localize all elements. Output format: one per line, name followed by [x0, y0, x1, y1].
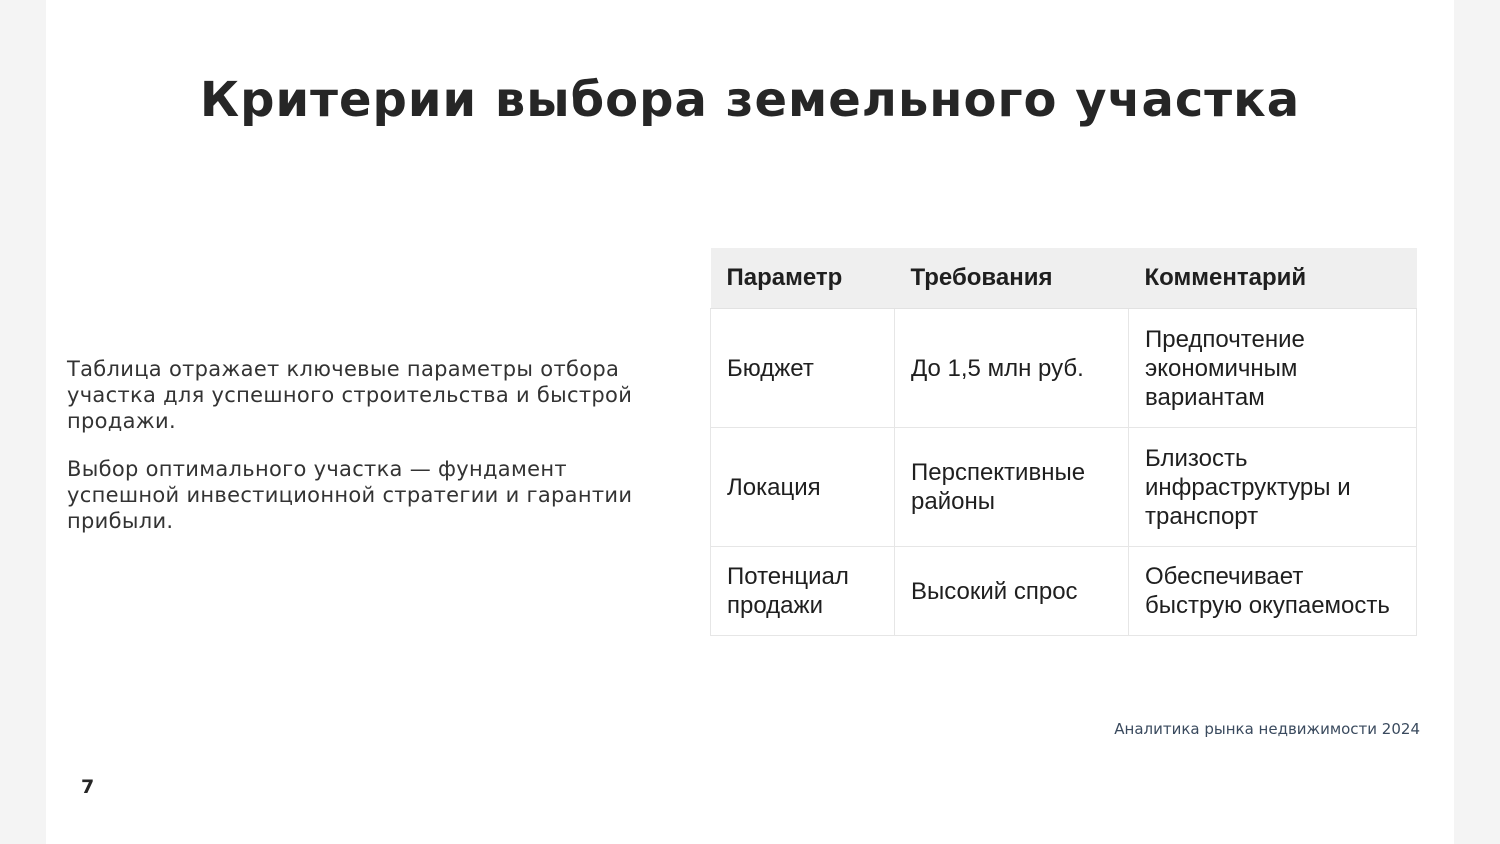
- table-cell: До 1,5 млн руб.: [895, 309, 1129, 428]
- page-number: 7: [81, 776, 95, 798]
- table-cell: Обеспечивает быструю окупаемость: [1129, 547, 1417, 636]
- criteria-table: [710, 248, 1417, 636]
- table-cell: Потенциал продажи: [711, 547, 895, 636]
- description-paragraph: Выбор оптимального участка — фундамент успешной инвестиционной стратегии и гарантии прибыли.: [67, 457, 633, 533]
- source-caption: Аналитика рынка недвижимости 2024: [1114, 720, 1420, 738]
- column-header-requirements: Требования: [895, 248, 1129, 309]
- table-row: [711, 428, 1417, 547]
- table-header-row: [711, 248, 1417, 309]
- slide-title: Критерии выбора земельного участка: [199, 72, 1301, 128]
- table-cell: Предпочтение экономичным вариантам: [1129, 309, 1417, 428]
- table-cell: Высокий спрос: [895, 547, 1129, 636]
- description-paragraph: Таблица отражает ключевые параметры отбора участка для успешного строительства и быстрой продажи.: [67, 357, 633, 433]
- table-cell: Бюджет: [711, 309, 895, 428]
- description-block: [67, 356, 667, 556]
- column-header-parameter: Параметр: [711, 248, 895, 309]
- column-header-comment: Комментарий: [1129, 248, 1417, 309]
- table-cell: Перспективные районы: [895, 428, 1129, 547]
- table-row: [711, 309, 1417, 428]
- table-cell: Близость инфраструктуры и транспорт: [1129, 428, 1417, 547]
- table-cell: Локация: [711, 428, 895, 547]
- table-row: [711, 547, 1417, 636]
- slide: [46, 0, 1454, 844]
